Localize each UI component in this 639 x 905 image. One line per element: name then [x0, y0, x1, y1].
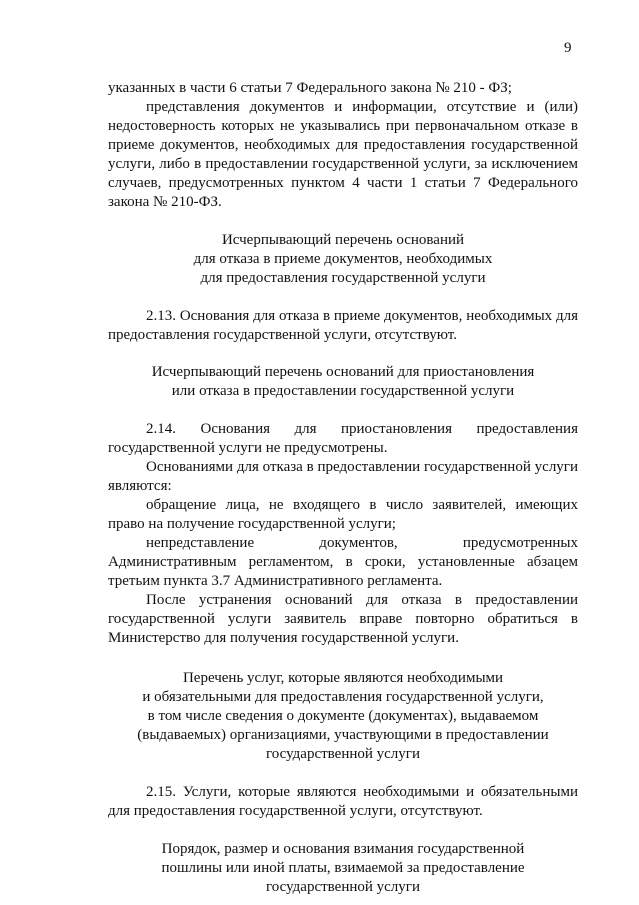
section-heading	[108, 840, 578, 897]
heading-line: или отказа в предоставлении государственной услуги	[171, 383, 515, 399]
heading-line: Перечень услуг, которые являются необходимыми	[182, 670, 504, 686]
heading-line: государственной услуги	[266, 746, 420, 762]
heading-line: в том числе сведения о документе (документах), выдаваемом	[147, 708, 539, 724]
paragraph: представления документов и информации, отсутствие и (или) недостоверность которых не указывались при первоначальном отказе в приеме документов, необходимых для предоставления государственной услуги, либо в предоставлении государственной услуги, за исключением случаев, предусмотренных пунктом 4 части 1 статьи 7 Федерального закона № 210-ФЗ.	[108, 99, 578, 210]
section-heading	[108, 363, 578, 401]
section-heading	[108, 669, 578, 764]
heading-line: пошлины или иной платы, взимаемой за предоставление	[161, 860, 525, 876]
heading-line: государственной услуги	[266, 879, 420, 895]
heading-line: (выдаваемых) организациями, участвующими в предоставлении	[137, 727, 549, 743]
heading-line: Порядок, размер и основания взимания государственной	[161, 841, 525, 857]
heading-line: и обязательными для предоставления государственной услуги,	[142, 689, 544, 705]
heading-line: Исчерпывающий перечень оснований	[221, 232, 465, 248]
paragraph: Основаниями для отказа в предоставлении государственной услуги являются:	[108, 459, 578, 494]
paragraph: 2.15. Услуги, которые являются необходимыми и обязательными для предоставления государственной услуги, отсутствуют.	[108, 784, 578, 819]
section-heading	[108, 231, 578, 288]
document-body	[108, 79, 578, 897]
paragraph: непредставление документов, предусмотренных Административным регламентом, в сроки, установленные абзацем третьим пункта 3.7 Административного регламента.	[108, 535, 578, 589]
paragraph: 2.14. Основания для приостановления предоставления государственной услуги не предусмотрены.	[108, 421, 578, 456]
paragraph: указанных в части 6 статьи 7 Федерального закона № 210 - ФЗ;	[108, 80, 512, 96]
heading-line: для предоставления государственной услуги	[200, 270, 486, 286]
paragraph: После устранения оснований для отказа в предоставлении государственной услуги заявитель вправе повторно обратиться в Министерство для получения государственной услуги.	[108, 592, 578, 646]
heading-line: Исчерпывающий перечень оснований для приостановления	[151, 364, 535, 380]
paragraph: обращение лица, не входящего в число заявителей, имеющих право на получение государственной услуги;	[108, 497, 578, 532]
heading-line: для отказа в приеме документов, необходимых	[193, 251, 493, 267]
paragraph: 2.13. Основания для отказа в приеме документов, необходимых для предоставления государственной услуги, отсутствуют.	[108, 308, 578, 343]
page-number: 9	[564, 40, 572, 56]
